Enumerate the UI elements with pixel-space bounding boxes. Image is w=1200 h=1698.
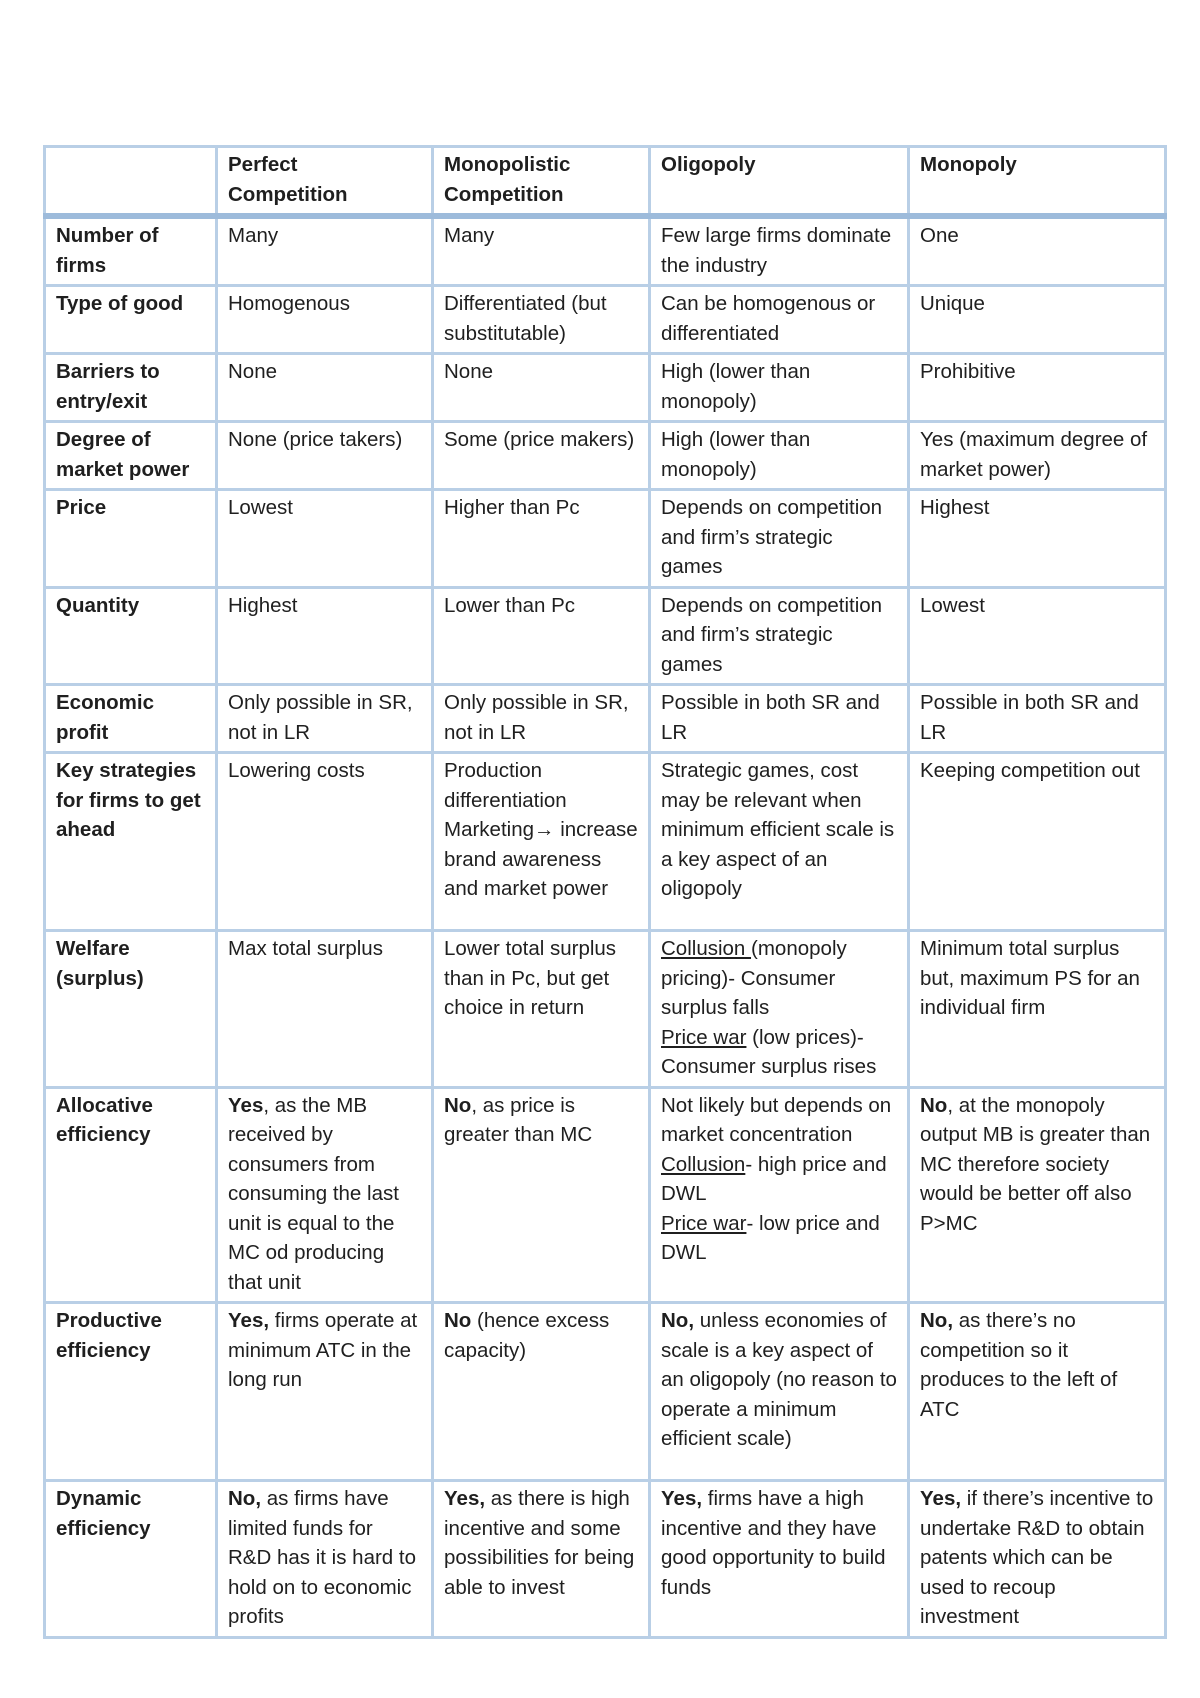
table-cell: Yes (maximum degree of market power) bbox=[909, 422, 1166, 490]
price-war-term: Price war bbox=[661, 1211, 747, 1235]
table-cell: Homogenous bbox=[217, 286, 433, 354]
table-cell: None bbox=[433, 354, 650, 422]
table-cell: Unique bbox=[909, 286, 1166, 354]
table-cell bbox=[650, 1087, 909, 1303]
table-row bbox=[45, 1303, 1166, 1481]
table-cell bbox=[650, 1303, 909, 1481]
table-cell: Lower than Pc bbox=[433, 587, 650, 685]
table-cell: Depends on competition and firm’s strategic games bbox=[650, 587, 909, 685]
row-label: Productive efficiency bbox=[45, 1303, 217, 1481]
table-cell: Some (price makers) bbox=[433, 422, 650, 490]
table-cell: Keeping competition out bbox=[909, 753, 1166, 931]
header-perfect-competition: Perfect Competition bbox=[217, 147, 433, 217]
table-cell: Strategic games, cost may be relevant when minimum efficient scale is a key aspect of an oligopoly bbox=[650, 753, 909, 931]
table-cell: Prohibitive bbox=[909, 354, 1166, 422]
table-row bbox=[45, 216, 1166, 286]
row-label: Welfare (surplus) bbox=[45, 931, 217, 1088]
collusion-term: Collusion bbox=[661, 937, 752, 960]
table-cell: High (lower than monopoly) bbox=[650, 354, 909, 422]
table-cell bbox=[217, 1303, 433, 1481]
verdict: No bbox=[444, 1093, 472, 1117]
table-cell bbox=[650, 1481, 909, 1638]
row-label: Type of good bbox=[45, 286, 217, 354]
table-row bbox=[45, 1481, 1166, 1638]
table-cell bbox=[909, 1303, 1166, 1481]
table-cell: Many bbox=[433, 216, 650, 286]
verdict: No, bbox=[228, 1487, 262, 1510]
verdict: No, bbox=[661, 1309, 695, 1332]
table-cell: None (price takers) bbox=[217, 422, 433, 490]
table-row bbox=[45, 1087, 1166, 1303]
row-label: Quantity bbox=[45, 587, 217, 685]
table-cell: Few large firms dominate the industry bbox=[650, 216, 909, 286]
table-cell: Can be homogenous or differentiated bbox=[650, 286, 909, 354]
explanation: firms operate at minimum ATC in the long run bbox=[228, 1309, 418, 1391]
verdict: Yes, bbox=[661, 1487, 703, 1510]
table-cell bbox=[433, 1087, 650, 1303]
verdict: Yes, bbox=[444, 1487, 486, 1510]
table-row bbox=[45, 931, 1166, 1088]
collusion-text: - high price and DWL bbox=[661, 1152, 887, 1205]
table-row bbox=[45, 587, 1166, 685]
price-war-text: (low prices)- Consumer surplus rises bbox=[661, 1025, 877, 1078]
table-cell: Lowest bbox=[909, 587, 1166, 685]
table-cell: Max total surplus bbox=[217, 931, 433, 1088]
explanation: as firms have limited funds for R&D has it is hard to hold on to economic profits bbox=[228, 1487, 416, 1628]
row-label: Allocative efficiency bbox=[45, 1087, 217, 1303]
verdict: No bbox=[920, 1093, 948, 1117]
verdict: No, bbox=[920, 1309, 954, 1332]
explanation: if there’s incentive to undertake R&D to obtain patents which can be used to recoup investment bbox=[920, 1487, 1154, 1628]
header-row bbox=[45, 147, 1166, 217]
table-row bbox=[45, 354, 1166, 422]
table-cell: Depends on competition and firm’s strategic games bbox=[650, 490, 909, 588]
table-body bbox=[45, 216, 1166, 1637]
table-cell: None bbox=[217, 354, 433, 422]
table-cell: Possible in both SR and LR bbox=[650, 685, 909, 753]
table-row bbox=[45, 490, 1166, 588]
row-label: Price bbox=[45, 490, 217, 588]
table-cell: High (lower than monopoly) bbox=[650, 422, 909, 490]
explanation: unless economies of scale is a key aspect of an oligopoly (no reason to operate a minimum efficient scale) bbox=[661, 1309, 897, 1450]
table-cell bbox=[909, 1481, 1166, 1638]
table-cell: Only possible in SR, not in LR bbox=[217, 685, 433, 753]
table-cell bbox=[433, 1303, 650, 1481]
table-row bbox=[45, 685, 1166, 753]
verdict: No bbox=[444, 1309, 472, 1332]
verdict: Yes bbox=[228, 1093, 264, 1117]
table-cell: Lowest bbox=[217, 490, 433, 588]
price-war-term: Price war bbox=[661, 1025, 747, 1049]
header-monopoly: Monopoly bbox=[909, 147, 1166, 217]
row-label: Dynamic efficiency bbox=[45, 1481, 217, 1638]
verdict: Yes, bbox=[228, 1309, 270, 1332]
row-label: Economic profit bbox=[45, 685, 217, 753]
explanation: as there’s no competition so it produces to the left of ATC bbox=[920, 1309, 1118, 1421]
table-cell: Lowering costs bbox=[217, 753, 433, 931]
collusion-term: Collusion bbox=[661, 1152, 746, 1176]
table-cell: Minimum total surplus but, maximum PS for an individual firm bbox=[909, 931, 1166, 1088]
explanation: , as the MB received by consumers from consuming the last unit is equal to the MC od producing that unit bbox=[228, 1093, 399, 1294]
header-oligopoly: Oligopoly bbox=[650, 147, 909, 217]
row-label: Key strategies for firms to get ahead bbox=[45, 753, 217, 931]
market-structures-table bbox=[43, 145, 1167, 1639]
table-cell: Many bbox=[217, 216, 433, 286]
row-label: Barriers to entry/exit bbox=[45, 354, 217, 422]
table-cell: Highest bbox=[909, 490, 1166, 588]
verdict: Yes, bbox=[920, 1487, 962, 1510]
table-row bbox=[45, 286, 1166, 354]
table-cell bbox=[909, 1087, 1166, 1303]
row-label: Degree of market power bbox=[45, 422, 217, 490]
explanation: , as price is greater than MC bbox=[444, 1093, 593, 1146]
table-cell: Lower total surplus than in Pc, but get choice in return bbox=[433, 931, 650, 1088]
price-war-text: - low price and DWL bbox=[661, 1211, 880, 1264]
explanation: (hence excess capacity) bbox=[444, 1309, 610, 1362]
table-cell: One bbox=[909, 216, 1166, 286]
table-header bbox=[45, 147, 1166, 217]
table-row bbox=[45, 753, 1166, 931]
table-cell: Only possible in SR, not in LR bbox=[433, 685, 650, 753]
explanation: firms have a high incentive and they have good opportunity to build funds bbox=[661, 1487, 886, 1599]
explanation: as there is high incentive and some possibilities for being able to invest bbox=[444, 1487, 635, 1599]
collusion-text: (monopoly pricing)- Consumer surplus falls bbox=[661, 937, 847, 1019]
table-cell bbox=[217, 1087, 433, 1303]
header-monopolistic-competition: Monopolistic Competition bbox=[433, 147, 650, 217]
table-cell: Higher than Pc bbox=[433, 490, 650, 588]
header-corner bbox=[45, 147, 217, 217]
table-cell: Production differentiation Marketing→ increase brand awareness and market power bbox=[433, 753, 650, 931]
table-cell: Highest bbox=[217, 587, 433, 685]
table-cell bbox=[217, 1481, 433, 1638]
table-cell: Differentiated (but substitutable) bbox=[433, 286, 650, 354]
oligopoly-intro: Not likely but depends on market concentration bbox=[661, 1093, 892, 1146]
table-cell bbox=[433, 1481, 650, 1638]
table-row bbox=[45, 422, 1166, 490]
explanation: , at the monopoly output MB is greater than MC therefore society would be better off also P>MC bbox=[920, 1093, 1151, 1235]
row-label: Number of firms bbox=[45, 216, 217, 286]
table-cell bbox=[650, 931, 909, 1088]
table-cell: Possible in both SR and LR bbox=[909, 685, 1166, 753]
